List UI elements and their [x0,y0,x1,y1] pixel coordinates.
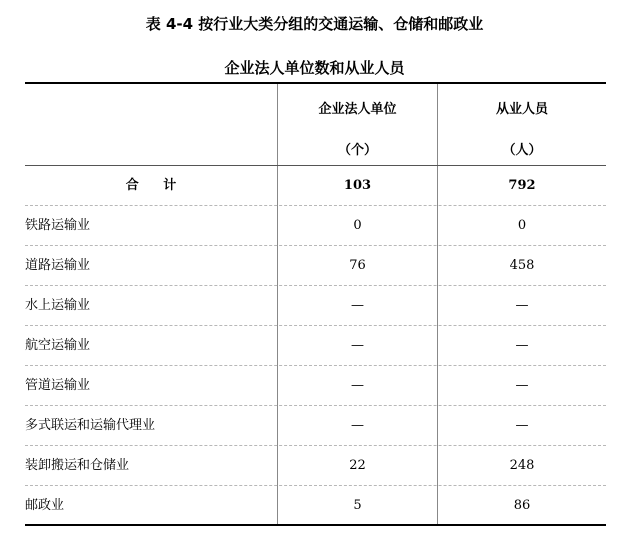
row-label: 航空运输业 [25,338,91,353]
row-label: 多式联运和运输代理业 [25,418,156,433]
table-row [25,246,606,286]
table-top-rule [25,82,606,84]
units-value: — [351,378,364,393]
header-units-unit: （个） [337,143,377,158]
table-row [25,486,606,526]
table-row [25,286,606,326]
employees-value: 86 [513,498,531,513]
row-label: 道路运输业 [25,258,91,273]
employees-value: 248 [509,458,535,473]
row-label: 合 计 [125,178,187,193]
header-employees-name: 从业人员 [495,102,548,117]
row-label: 水上运输业 [25,298,91,313]
header-units-name: 企业法人单位 [318,102,397,117]
row-label: 管道运输业 [25,378,91,393]
table-row [25,206,606,246]
units-value: 22 [349,458,366,473]
table-row [25,326,606,366]
units-value: 103 [343,178,372,193]
units-value: 76 [349,258,366,273]
table-row [25,446,606,486]
table-row-total [25,166,606,206]
employees-value: — [515,418,529,433]
table-subtitle: 企业法人单位数和从业人员 [224,59,405,77]
row-label: 邮政业 [25,498,65,513]
employees-value: — [515,378,529,393]
units-value: — [351,418,364,433]
units-value: — [351,298,364,313]
table-bottom-rule [25,524,606,526]
header-employees-unit: （人） [502,143,542,158]
employees-value: 0 [517,218,527,233]
employees-value: — [515,338,529,353]
table-row [25,406,606,446]
employees-value: 792 [508,178,536,193]
table-title: 表 4-4 按行业大类分组的交通运输、仓储和邮政业 [145,15,484,33]
table-row [25,366,606,406]
employees-value: 458 [509,258,535,273]
row-label: 铁路运输业 [25,218,91,233]
units-value: — [351,338,364,353]
units-value: 0 [353,218,362,233]
employees-value: — [515,298,529,313]
row-label: 装卸搬运和仓储业 [25,458,130,473]
units-value: 5 [353,498,362,513]
